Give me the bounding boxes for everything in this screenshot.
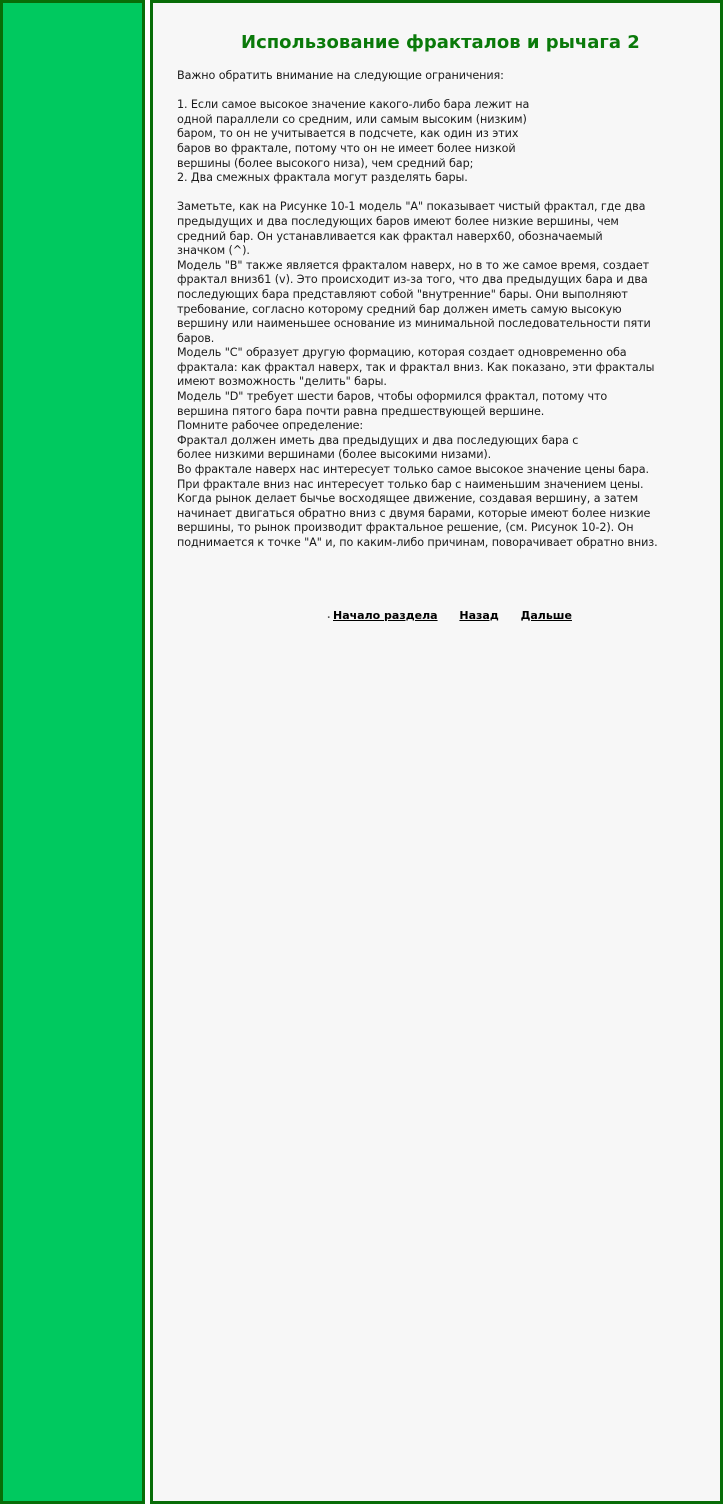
back-link[interactable]: Назад: [459, 609, 499, 622]
page-navigation: [327, 608, 590, 624]
body-line: предыдущих и два последующих баров имеют более низкие вершины, чем: [177, 214, 619, 228]
body-line: имеют возможность "делить" бары.: [177, 375, 387, 389]
body-line: фрактала: как фрактал наверх, так и фрактал вниз. Как показано, эти фракталы: [177, 360, 655, 374]
page-title: Использование фракталов и рычага 2: [241, 32, 640, 53]
content-panel: [150, 0, 723, 1504]
body-line: Когда рынок делает бычье восходящее движение, создавая вершину, а затем: [177, 492, 639, 506]
body-line: поднимается к точке "A" и, по каким-либо причинам, поворачивает обратно вниз.: [177, 536, 658, 549]
body-line: Заметьте, как на Рисунке 10-1 модель "A" показывает чистый фрактал, где два: [177, 200, 646, 214]
body-line: средний бар. Он устанавливается как фрактал наверх60, обозначаемый: [177, 229, 603, 243]
body-paragraphs: [177, 200, 712, 550]
body-line: начинает двигаться обратно вниз с двумя барами, которые имеют более низкие: [177, 506, 651, 520]
body-line: Модель "B" также является фракталом наверх, но в то же самое время, создает: [177, 258, 650, 272]
body-line: последующих бара представляют собой "внутренние" бары. Они выполняют: [177, 287, 628, 301]
next-link[interactable]: Дальше: [520, 609, 572, 622]
restriction-line: баром, то он не учитывается в подсчете, как один из этих: [177, 127, 519, 141]
body-line: Фрактал должен иметь два предыдущих и два последующих бара с: [177, 433, 579, 447]
body-line: значком (^).: [177, 244, 250, 258]
restriction-line: вершины (более высокого низа), чем средний бар;: [177, 156, 474, 170]
restriction-line: 1. Если самое высокое значение какого-либо бара лежит на: [177, 98, 530, 112]
body-line: вершины, то рынок производит фрактальное решение, (см. Рисунок 10-2). Он: [177, 521, 634, 535]
restriction-line: баров во фрактале, потому что он не имеет более низкой: [177, 141, 516, 155]
restriction-line: 2. Два смежных фрактала могут разделять бары.: [177, 171, 468, 185]
body-line: Модель "C" образует другую формацию, которая создает одновременно оба: [177, 346, 627, 360]
restrictions-list: [177, 98, 712, 186]
spacer: [177, 186, 712, 201]
body-line: более низкими вершинами (более высокими низами).: [177, 448, 492, 462]
intro-text: Важно обратить внимание на следующие ограничения:: [177, 69, 504, 82]
spacer: [177, 84, 712, 99]
restriction-line: одной параллели со средним, или самым высоким (низким): [177, 112, 527, 126]
bullet-dot: .: [327, 611, 331, 621]
article-body: [177, 69, 712, 551]
body-line: фрактал вниз61 (v). Это происходит из-за того, что два предыдущих бара и два: [177, 273, 648, 287]
body-line: требование, согласно которому средний бар должен иметь самую высокую: [177, 302, 622, 316]
left-sidebar: [0, 0, 145, 1504]
body-line: Во фрактале наверх нас интересует только самое высокое значение цены бара.: [177, 463, 649, 477]
body-line: Помните рабочее определение:: [177, 419, 364, 433]
body-line: Модель "D" требует шести баров, чтобы оформился фрактал, потому что: [177, 390, 608, 404]
body-line: вершина пятого бара почти равна предшествующей вершине.: [177, 404, 545, 418]
body-line: вершину или наименьшее основание из минимальной последовательности пяти: [177, 317, 651, 331]
body-line: баров.: [177, 331, 215, 345]
body-line: При фрактале вниз нас интересует только бар с наименьшим значением цены.: [177, 477, 644, 491]
section-start-link[interactable]: Начало раздела: [333, 609, 438, 622]
